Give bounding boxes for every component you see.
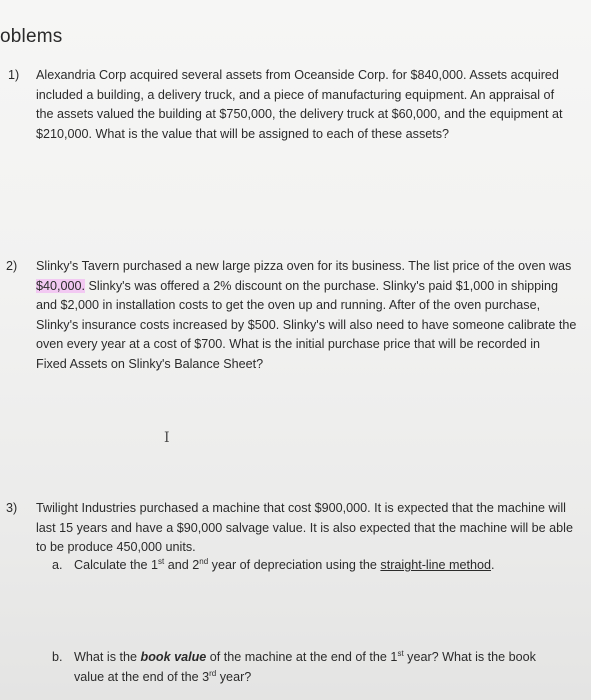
underlined-term: straight-line method bbox=[380, 558, 492, 572]
question-line: to be produce 450,000 units. bbox=[36, 540, 196, 554]
question-3b: b. What is the book value of the machine at the end of the 1st year? What is the book value at the end of the 3rd year? bbox=[52, 648, 536, 684]
page-heading: oblems bbox=[0, 26, 63, 47]
question-line: Slinky's Tavern purchased a new large pizza oven for its business. The list price of the oven was bbox=[36, 259, 572, 273]
text-cursor-icon: I bbox=[164, 430, 170, 446]
highlighted-text: $40,000. bbox=[36, 278, 86, 293]
question-3a: a. Calculate the 1st and 2nd year of depreciation using the straight-line method. bbox=[52, 556, 495, 572]
question-line: included a building, a delivery truck, and a piece of manufacturing equipment. An appraisal of bbox=[36, 87, 555, 102]
question-line: oven every year at a cost of $700. What is the initial purchase price that will be recorded in bbox=[36, 337, 541, 351]
question-number: 3) bbox=[6, 501, 18, 515]
question-line: $210,000. What is the value that will be assigned to each of these assets? bbox=[36, 126, 450, 141]
question-line: Twilight Industries purchased a machine that cost $900,000. It is expected that the machine will bbox=[36, 501, 566, 515]
question-line: and $2,000 in installation costs to get the oven up and running. After of the oven purchase, bbox=[36, 298, 541, 312]
question-line: $40,000. Slinky's was offered a 2% discount on the purchase. Slinky's paid $1,000 in shipping bbox=[36, 278, 558, 293]
question-line: last 15 years and have a $90,000 salvage value. It is also expected that the machine will be able bbox=[36, 520, 573, 535]
question-line: Fixed Assets on Slinky's Balance Sheet? bbox=[36, 356, 264, 371]
question-line: the assets valued the building at $750,000, the delivery truck at $60,000, and the equipment at bbox=[36, 107, 563, 121]
emphasized-term: book value bbox=[140, 650, 207, 664]
question-number: 1) bbox=[8, 68, 20, 82]
question-line: Alexandria Corp acquired several assets from Oceanside Corp. for $840,000. Assets acquired bbox=[36, 68, 559, 82]
question-line: Slinky's insurance costs increased by $500. Slinky's will also need to have someone calibrate the bbox=[36, 317, 577, 332]
question-number: 2) bbox=[6, 259, 18, 273]
